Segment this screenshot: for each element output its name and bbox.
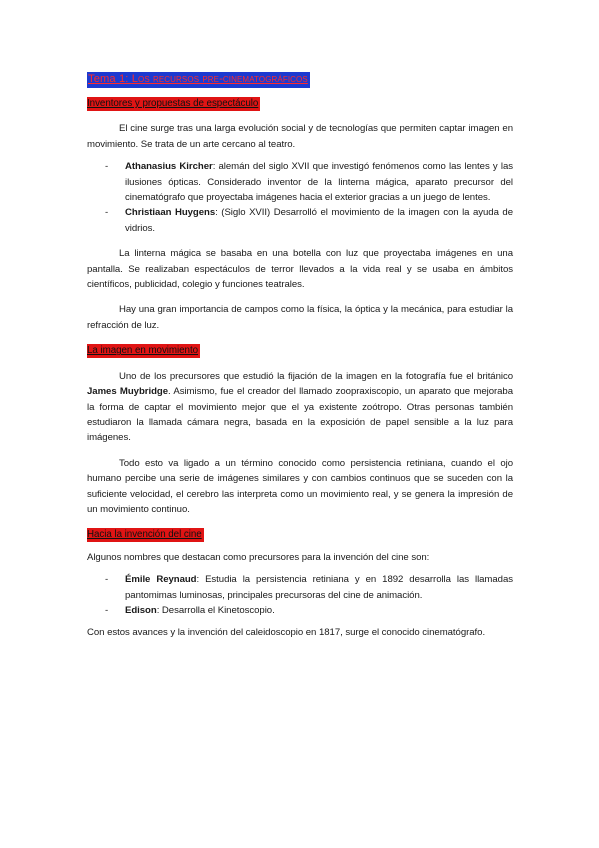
bullet-dash: - <box>105 161 109 173</box>
section-heading-imagen-movimiento: La imagen en movimiento <box>87 345 199 357</box>
inventor-description: : (Siglo XVII) Desarrolló el movimiento de la imagen con la ayuda de vidrios. <box>125 207 513 234</box>
bullet-dash: - <box>105 207 109 219</box>
list-item <box>105 603 513 618</box>
person-name: James Muybridge <box>87 386 168 398</box>
paragraph-linterna: La linterna mágica se basaba en una botella con luz que proyectaba imágenes en una pantalla. Se realizaban espectáculos de terror llevados a la vida real y se usaba en ámbitos científicos, publicidad, colegio y funciones teatrales. <box>87 248 513 291</box>
document-title <box>87 72 310 88</box>
list-item <box>105 205 513 236</box>
inventor-description: : alemán del siglo XVII que investigó fenómenos como las lentes y las ilusiones ópticas. Considerado inventor de la linterna mágica, aparato precursor del cinematógrafo que proyectaba imágenes hacia el exterior gracias a un juego de lentes. <box>125 161 513 204</box>
list-item <box>105 572 513 603</box>
inventors-list <box>87 159 513 236</box>
text-run: . Asimismo, fue el creador del llamado zoopraxiscopio, un aparato que mejoraba la forma de captar el movimiento mejor que el ya existente zoótropo. Otras personas también estudiaron la llamada cámara negra, basada en la exposición de papel sensible a la luz para imágenes. <box>87 386 513 444</box>
paragraph-closing: Con estos avances y la invención del caleidoscopio en 1817, surge el conocido cinematógrafo. <box>87 627 486 639</box>
inventor-name: Athanasius Kircher <box>125 161 213 173</box>
paragraph-campos: Hay una gran importancia de campos como la física, la óptica y la mecánica, para estudiar la refracción de luz. <box>87 304 513 331</box>
inventor-name: Christiaan Huygens <box>125 207 216 219</box>
bullet-dash: - <box>105 574 109 586</box>
precursor-name: Edison <box>125 604 157 616</box>
list-item <box>105 159 513 205</box>
section-heading-invencion-cine: Hacia la invención del cine <box>87 529 202 541</box>
precursors-list <box>87 572 513 618</box>
precursor-description: : Estudia la persistencia retiniana y en 1892 desarrolla las llamadas pantomimas luminosas, principales precursoras del cine de animación. <box>125 574 513 601</box>
title-prefix: Tema 1: <box>88 73 132 85</box>
text-run: Uno de los precursores que estudió la fijación de la imagen en la fotografía fue el británico <box>119 370 513 382</box>
section-heading-inventores: Inventores y propuestas de espectáculo <box>87 98 259 109</box>
paragraph-precursores-intro: Algunos nombres que destacan como precursores para la invención del cine son: <box>87 551 430 563</box>
paragraph-intro: El cine surge tras una larga evolución social y de tecnologías que permiten captar imagen en movimiento. Se trata de un arte cercano al teatro. <box>87 123 513 150</box>
precursor-name: Émile Reynaud <box>125 574 197 586</box>
paragraph-persistencia: Todo esto va ligado a un término conocido como persistencia retiniana, cuando el ojo humano percibe una serie de imágenes similares y con cambios continuos que se suceden con la suficiente velocidad, el cerebro las interpreta como un movimiento real, y se genera la impresión de un movimiento continuo. <box>87 457 513 515</box>
bullet-dash: - <box>105 604 109 616</box>
precursor-description: : Desarrolla el Kinetoscopio. <box>156 604 275 616</box>
title-text: Los recursos pre-cinematográficos <box>131 73 308 85</box>
paragraph-muybridge <box>87 369 513 446</box>
